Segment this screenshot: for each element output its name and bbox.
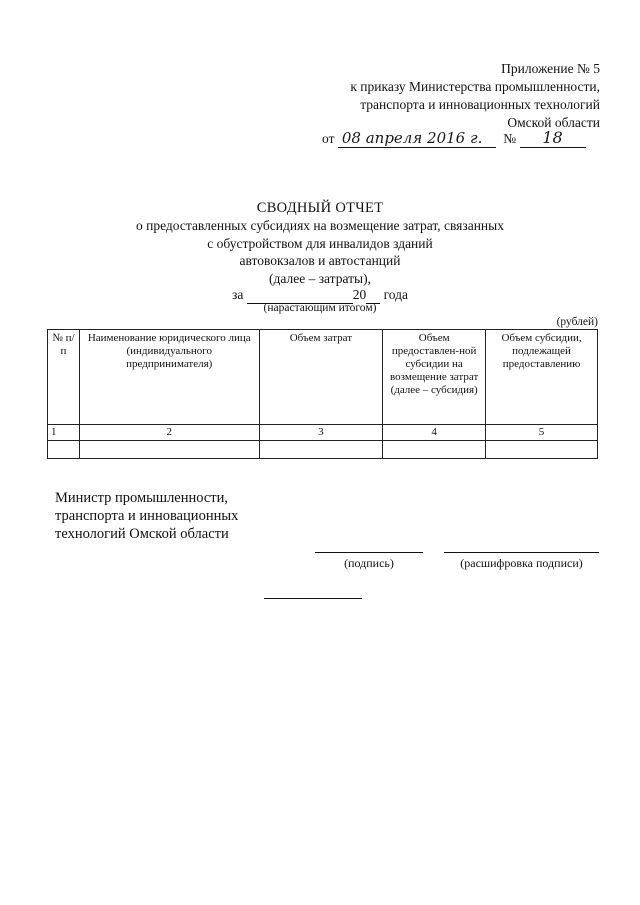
table-cell (383, 441, 486, 459)
signatory-position (55, 489, 238, 543)
subtitle-line-2: с обустройством для инвалидов зданий (207, 235, 433, 251)
signature-decode-line (444, 552, 599, 553)
appendix-order-line: к приказу Министерства промышленности, (350, 79, 600, 94)
table-cell (486, 441, 598, 459)
appendix-header (350, 60, 600, 132)
header-cell: Объем предоставлен-ной субсидии на возмещение затрат (далее – субсидия) (383, 330, 486, 425)
signature-line (315, 552, 423, 553)
report-table (47, 329, 598, 459)
signature-decode-caption: (расшифровка подписи) (460, 556, 583, 570)
order-date-handwritten: 08 апреля 2016 г. (338, 129, 496, 148)
from-label: от (322, 131, 335, 146)
appendix-ministry-line: транспорта и инновационных технологий (360, 97, 600, 112)
signatory-line-2: транспорта и инновационных (55, 508, 239, 524)
table-row (48, 441, 598, 459)
table-cell (259, 441, 383, 459)
table-header-row (48, 330, 598, 425)
order-date-number-line (322, 128, 602, 148)
column-number-cell: 3 (259, 425, 383, 441)
header-cell: № п/п (48, 330, 80, 425)
order-number-handwritten: 18 (520, 128, 586, 148)
subtitle-line-3: автовокзалов и автостанций (239, 253, 401, 268)
period-suffix: года (383, 287, 408, 302)
signature-caption: (подпись) (344, 556, 394, 570)
subtitle-line-1: о предоставленных субсидиях на возмещение затрат, связанных (136, 218, 504, 233)
appendix-region-line: Омской области (507, 115, 600, 130)
report-title: СВОДНЫЙ ОТЧЕТ (256, 200, 384, 216)
period-year: 20 (352, 287, 367, 302)
table-cell (79, 441, 259, 459)
period-note: (нарастающим итогом) (263, 302, 377, 314)
table-cell (48, 441, 80, 459)
header-cell: Объем субсидии, подлежащей предоставлению (486, 330, 598, 425)
table-column-number-row (48, 425, 598, 441)
column-number-cell: 5 (486, 425, 598, 441)
column-number-cell: 4 (383, 425, 486, 441)
signatory-line-3: технологий Омской области (55, 526, 229, 542)
report-subtitle (0, 217, 640, 287)
closing-divider (264, 598, 362, 599)
currency-note: (рублей) (556, 316, 598, 328)
header-cell: Наименование юридического лица (индивидуального предпринимателя) (79, 330, 259, 425)
header-cell: Объем затрат (259, 330, 383, 425)
signatory-line-1: Министр промышленности, (55, 490, 229, 506)
subtitle-line-4: (далее – затраты), (269, 270, 371, 286)
number-label: № (503, 131, 517, 146)
appendix-number: Приложение № 5 (501, 61, 600, 76)
column-number-cell: 2 (79, 425, 259, 441)
period-prefix: за (231, 287, 244, 302)
column-number-cell: 1 (48, 425, 80, 441)
